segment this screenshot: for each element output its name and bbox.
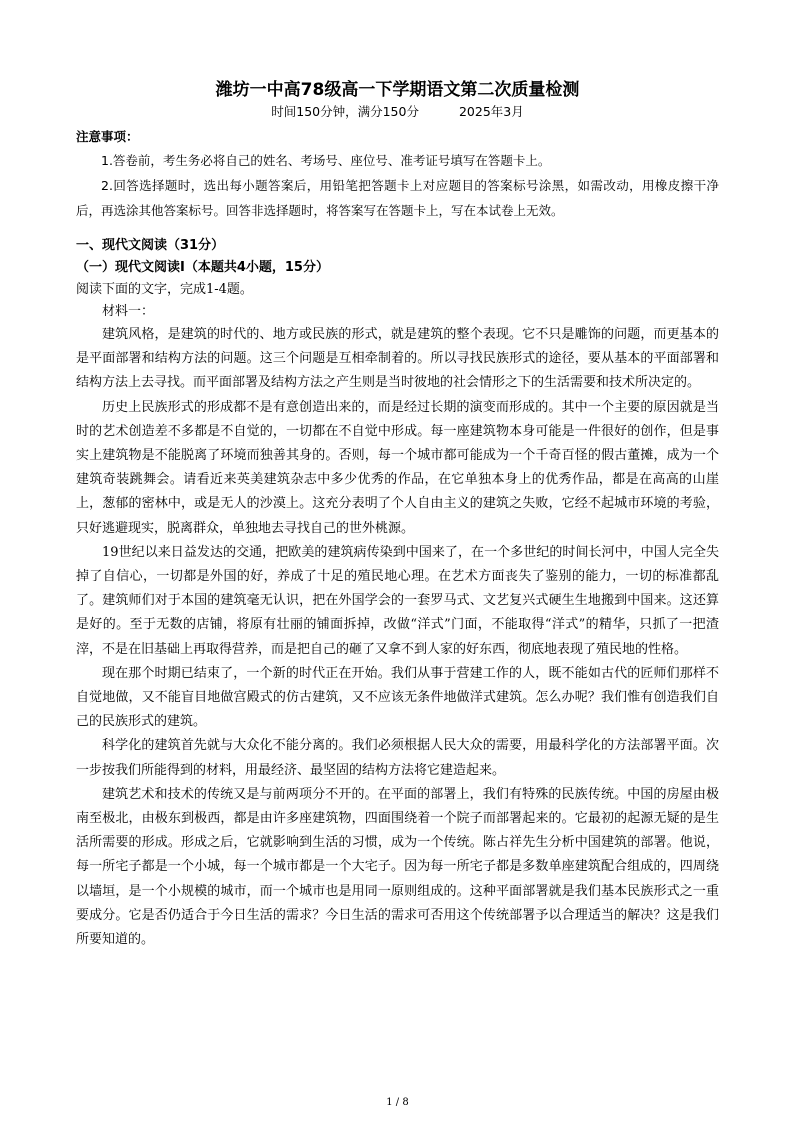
notice-item-1: 1.答卷前，考生务必将自己的姓名、考场号、座位号、准考证号填写在答题卡上。 <box>101 153 551 168</box>
material-text <box>76 323 719 952</box>
paragraph: 现在那个时期已结束了，一个新的时代正在开始。我们从事于营建工作的人，既不能如古代的匠师们那样不自觉地做，又不能盲目地做宫殿式的仿古建筑，又不应该无条件地做洋式建筑。怎么办呢？我们惟有创造我们自己的民族形式的建筑。 <box>76 665 719 730</box>
time-score: 时间150分钟，满分150分 <box>271 104 419 119</box>
exam-date: 2025年3月 <box>458 104 524 119</box>
paragraph: 建筑艺术和技术的传统又是与前两项分不开的。在平面的部署上，我们有特殊的民族传统。中国的房屋由极南至极北，由极东到极西，都是由许多座建筑物，四面围绕着一个院子而部署起来的。它最初的起源无疑的是生活所需要的形成。形成之后，它就影响到生活的习惯，成为一个传统。陈占祥先生分析中国建筑的部署。他说，每一所宅子都是一个小城，每一个城市都是一个大宅子。因为每一所宅子都是多数单座建筑配合组成的，四周绕以墙垣，是一个小规模的城市，而一个城市也是用同一原则组成的。这种平面部署就是我们基本民族形式之一重要成分。它是否仍适合于今日生活的需求？今日生活的需求可否用这个传统部署予以合理适当的解决？这是我们所要知道的。 <box>76 786 719 948</box>
notice-heading: 注意事项： <box>76 129 139 144</box>
notice-item-2: 2.回答选择题时，选出每小题答案后，用铅笔把答题卡上对应题目的答案标号涂黑，如需改动，用橡皮擦干净后，再选涂其他答案标号。回答非选择题时，将答案写在答题卡上，写在本试卷上无效。 <box>76 178 719 218</box>
sub-section-heading: （一）现代文阅读Ⅰ（本题共4小题，15分） <box>76 260 329 275</box>
section-heading: 一、现代文阅读（31分） <box>76 238 225 253</box>
exam-title: 潍坊一中高78级高一下学期语文第二次质量检测 <box>215 80 580 100</box>
reading-instruction: 阅读下面的文字，完成1-4题。 <box>76 282 253 297</box>
exam-subtitle <box>76 102 719 122</box>
paragraph: 建筑风格，是建筑的时代的、地方或民族的形式，就是建筑的整个表现。它不只是雕饰的问题，而更基本的是平面部署和结构方法的问题。这三个问题是互相牵制着的。所以寻找民族形式的途径，要从基本的平面部署和结构方法上去寻找。而平面部署及结构方法之产生则是当时彼地的社会情形之下的生活需要和技术所决定的。 <box>76 327 719 391</box>
material-label: 材料一： <box>102 304 155 319</box>
notice-block <box>76 126 719 223</box>
paragraph: 历史上民族形式的形成都不是有意创造出来的，而是经过长期的演变而形成的。其中一个主要的原因就是当时的艺术创造差不多都是不自觉的，一切都在不自觉中形成。每一座建筑物本身可能是一件很好的创作，但是事实上建筑物是不能脱离了环境而独善其身的。否则，每一个城市都可能成为一个千奇百怪的假古董摊，成为一个建筑奇装跳舞会。请看近来英美建筑杂志中多少优秀的作品，在它单独本身上的优秀作品，都是在高高的山崖上，葱郁的密林中，或是无人的沙漠上。这充分表明了个人自由主义的建筑之失败，它经不起城市环境的考验，只好逃避现实，脱离群众，单独地去寻找自己的世外桃源。 <box>76 399 719 536</box>
page-number: 1 / 8 <box>386 1097 409 1108</box>
paragraph: 19世纪以来日益发达的交通，把欧美的建筑病传染到中国来了，在一个多世纪的时间长河中，中国人完全失掉了自信心，一切都是外国的好，养成了十足的殖民地心理。在艺术方面丧失了鉴别的能力，一切的标准都乱了。建筑师们对于本国的建筑毫无认识，把在外国学会的一套罗马式、文艺复兴式硬生生地搬到中国来。这还算是好的。至于无数的店铺，将原有壮丽的铺面拆掉，改做“洋式”门面，不能取得“洋式”的精华，只抓了一把渣滓，不是在旧基础上再取得营养，而是把自己的砸了又拿不到人家的好东西，彻底地表现了殖民地的性格。 <box>76 544 719 657</box>
paragraph: 科学化的建筑首先就与大众化不能分离的。我们必须根据人民大众的需要，用最科学化的方法部署平面。次一步按我们所能得到的材料，用最经济、最坚固的结构方法将它建造起来。 <box>76 738 719 778</box>
